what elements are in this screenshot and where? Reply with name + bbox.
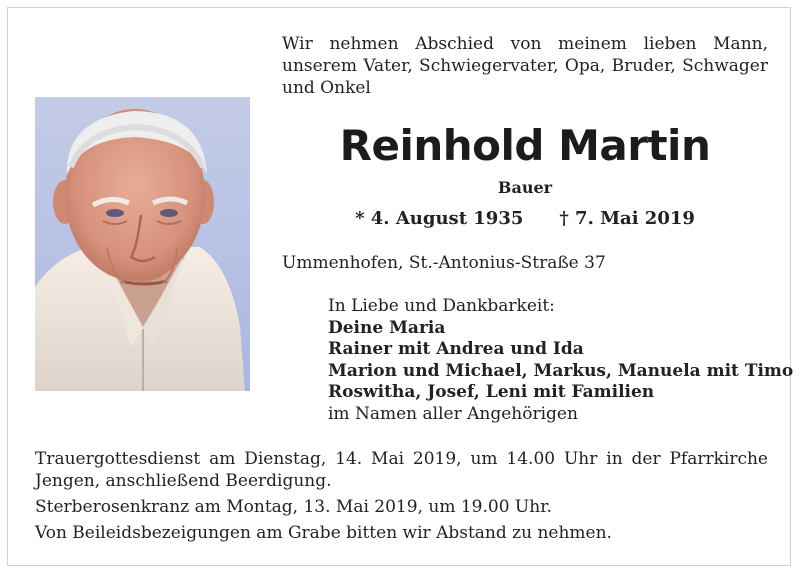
life-dates (282, 206, 768, 232)
condolences-notice: Von Beileidsbezeigungen am Grabe bitten wir Abstand zu nehmen. (35, 523, 612, 543)
intro-text: Wir nehmen Abschied von meinem lieben Mann, unserem Vater, Schwiegervater, Opa, Bruder, Schwager und Onkel (282, 34, 768, 98)
funeral-notice: Trauergottesdienst am Dienstag, 14. Mai 2019, um 14.00 Uhr in der Pfarrkirche Jengen, anschließend Beerdigung. (35, 449, 768, 491)
death-date: † 7. Mai 2019 (559, 208, 695, 229)
mourners-intro: In Liebe und Dankbarkeit: (328, 296, 555, 316)
mourner-name: Rainer mit Andrea und Ida (328, 339, 584, 359)
mourners-closing: im Namen aller Angehörigen (328, 403, 578, 424)
deceased-occupation: Bauer (497, 178, 553, 197)
mourners-list (328, 296, 794, 425)
mourner-name: Deine Maria (328, 317, 446, 338)
deceased-name: Reinhold Martin (339, 121, 711, 170)
address: Ummenhofen, St.-Antonius-Straße 37 (282, 253, 606, 273)
mourner-name: Roswitha, Josef, Leni mit Familien (328, 382, 655, 402)
rosary-notice: Sterberosenkranz am Montag, 13. Mai 2019, um 19.00 Uhr. (35, 497, 552, 517)
portrait-photo (35, 97, 250, 391)
mourner-name: Marion und Michael, Markus, Manuela mit Timo (328, 360, 794, 381)
birth-date: * 4. August 1935 (355, 208, 524, 229)
